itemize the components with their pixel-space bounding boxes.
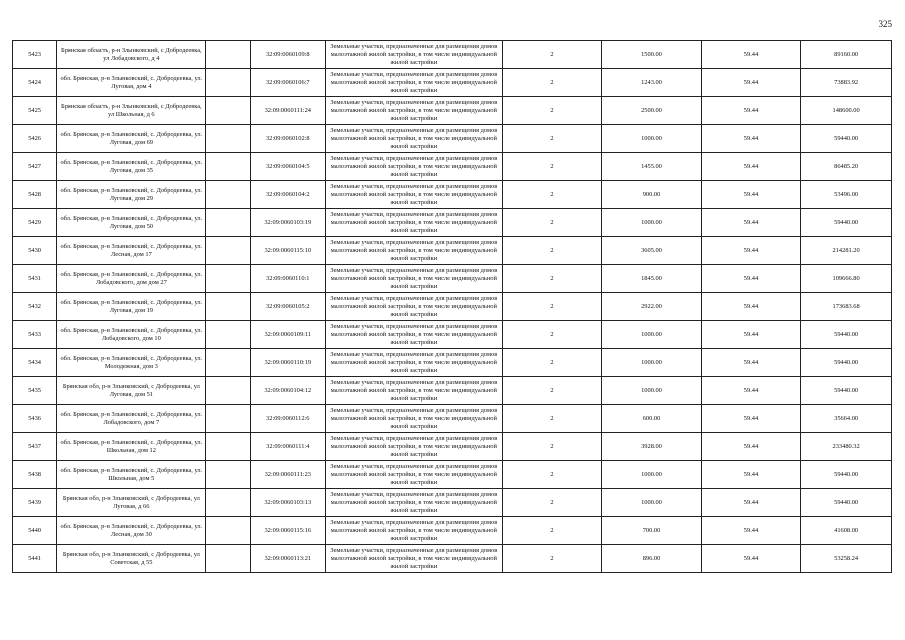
category-cell: 2	[502, 125, 602, 153]
total-value-cell: 59440.00	[801, 489, 892, 517]
rate-cell: 59.44	[701, 153, 801, 181]
category-cell: 2	[502, 69, 602, 97]
blank-cell	[206, 405, 250, 433]
blank-cell	[206, 209, 250, 237]
area-cell: 3605.00	[602, 237, 702, 265]
address-cell: обл. Брянская, р-н Злынковский, с. Добродеевка, ул. Луговая, дом 35	[57, 153, 206, 181]
category-cell: 2	[502, 237, 602, 265]
address-cell: Брянская обл, р-н Злынковский, с Добродеевка, ул Луговая, д 66	[57, 489, 206, 517]
area-cell: 2500.00	[602, 97, 702, 125]
address-cell: обл. Брянская, р-н Злынковский, с. Добродеевка, ул. Луговая, дом 69	[57, 125, 206, 153]
rate-cell: 59.44	[701, 97, 801, 125]
total-value-cell: 148600.00	[801, 97, 892, 125]
blank-cell	[206, 433, 250, 461]
row-number-cell: 5426	[13, 125, 57, 153]
category-cell: 2	[502, 433, 602, 461]
area-cell: 1455.00	[602, 153, 702, 181]
rate-cell: 59.44	[701, 545, 801, 573]
land-use-cell: Земельные участки, предназначенные для размещения домов малоэтажной жилой застройки, в том числе индивидуальной жилой застройки	[325, 349, 502, 377]
land-use-cell: Земельные участки, предназначенные для размещения домов малоэтажной жилой застройки, в том числе индивидуальной жилой застройки	[325, 153, 502, 181]
total-value-cell: 59440.00	[801, 209, 892, 237]
cadastral-number-cell: 32:09:0060103:19	[250, 209, 325, 237]
row-number-cell: 5423	[13, 41, 57, 69]
cadastral-number-cell: 32:09:0060111:4	[250, 433, 325, 461]
row-number-cell: 5439	[13, 489, 57, 517]
total-value-cell: 89160.00	[801, 41, 892, 69]
address-cell: обл. Брянская, р-н Злынковский, с. Добродеевка, ул. Луговая, дом 19	[57, 293, 206, 321]
row-number-cell: 5440	[13, 517, 57, 545]
address-cell: Брянская область, р-н Злынковский, с Добродеевка, ул Лобадовского, д 4	[57, 41, 206, 69]
area-cell: 900.00	[602, 181, 702, 209]
table-row	[13, 405, 892, 433]
rate-cell: 59.44	[701, 293, 801, 321]
row-number-cell: 5437	[13, 433, 57, 461]
address-cell: обл. Брянская, р-н Злынковский, с. Добродеевка, ул. Лесная, дом 30	[57, 517, 206, 545]
land-use-cell: Земельные участки, предназначенные для размещения домов малоэтажной жилой застройки, в том числе индивидуальной жилой застройки	[325, 125, 502, 153]
land-use-cell: Земельные участки, предназначенные для размещения домов малоэтажной жилой застройки, в том числе индивидуальной жилой застройки	[325, 321, 502, 349]
row-number-cell: 5430	[13, 237, 57, 265]
cadastral-number-cell: 32:09:0060110:1	[250, 265, 325, 293]
row-number-cell: 5435	[13, 377, 57, 405]
table-body	[13, 41, 892, 573]
address-cell: обл. Брянская, р-н Злынковский, с. Добродеевка, ул. Луговая, дом 50	[57, 209, 206, 237]
land-use-cell: Земельные участки, предназначенные для размещения домов малоэтажной жилой застройки, в том числе индивидуальной жилой застройки	[325, 517, 502, 545]
total-value-cell: 41608.00	[801, 517, 892, 545]
area-cell: 1000.00	[602, 321, 702, 349]
category-cell: 2	[502, 349, 602, 377]
blank-cell	[206, 125, 250, 153]
cadastral-number-cell: 32:09:0060109:11	[250, 321, 325, 349]
area-cell: 1000.00	[602, 489, 702, 517]
area-cell: 1500.00	[602, 41, 702, 69]
row-number-cell: 5425	[13, 97, 57, 125]
row-number-cell: 5431	[13, 265, 57, 293]
table-row	[13, 41, 892, 69]
rate-cell: 59.44	[701, 265, 801, 293]
rate-cell: 59.44	[701, 489, 801, 517]
category-cell: 2	[502, 321, 602, 349]
table-row	[13, 69, 892, 97]
rate-cell: 59.44	[701, 517, 801, 545]
table-row	[13, 237, 892, 265]
area-cell: 1000.00	[602, 125, 702, 153]
area-cell: 896.00	[602, 545, 702, 573]
blank-cell	[206, 349, 250, 377]
rate-cell: 59.44	[701, 461, 801, 489]
row-number-cell: 5432	[13, 293, 57, 321]
row-number-cell: 5441	[13, 545, 57, 573]
blank-cell	[206, 153, 250, 181]
table-row	[13, 153, 892, 181]
category-cell: 2	[502, 97, 602, 125]
blank-cell	[206, 545, 250, 573]
cadastral-number-cell: 32:09:0060103:13	[250, 489, 325, 517]
blank-cell	[206, 321, 250, 349]
blank-cell	[206, 181, 250, 209]
total-value-cell: 59440.00	[801, 377, 892, 405]
total-value-cell: 109666.80	[801, 265, 892, 293]
rate-cell: 59.44	[701, 433, 801, 461]
land-use-cell: Земельные участки, предназначенные для размещения домов малоэтажной жилой застройки, в том числе индивидуальной жилой застройки	[325, 69, 502, 97]
cadastral-number-cell: 32:09:0060115:16	[250, 517, 325, 545]
address-cell: обл. Брянская, р-н Злынковский, с. Добродеевка, ул. Молодежная, дом 3	[57, 349, 206, 377]
cadastral-number-cell: 32:09:0060115:10	[250, 237, 325, 265]
land-use-cell: Земельные участки, предназначенные для размещения домов малоэтажной жилой застройки, в том числе индивидуальной жилой застройки	[325, 97, 502, 125]
category-cell: 2	[502, 181, 602, 209]
table-row	[13, 461, 892, 489]
cadastral-number-cell: 32:09:0060111:24	[250, 97, 325, 125]
address-cell: обл. Брянская, р-н Злынковский, с. Добродеевка, ул. Лесная, дом 17	[57, 237, 206, 265]
cadastral-number-cell: 32:09:0060105:2	[250, 293, 325, 321]
rate-cell: 59.44	[701, 377, 801, 405]
category-cell: 2	[502, 377, 602, 405]
table-row	[13, 125, 892, 153]
table-row	[13, 377, 892, 405]
total-value-cell: 59440.00	[801, 321, 892, 349]
cadastral-number-cell: 32:09:0060104:12	[250, 377, 325, 405]
area-cell: 600.00	[602, 405, 702, 433]
land-use-cell: Земельные участки, предназначенные для размещения домов малоэтажной жилой застройки, в том числе индивидуальной жилой застройки	[325, 237, 502, 265]
total-value-cell: 53258.24	[801, 545, 892, 573]
total-value-cell: 53496.00	[801, 181, 892, 209]
land-use-cell: Земельные участки, предназначенные для размещения домов малоэтажной жилой застройки, в том числе индивидуальной жилой застройки	[325, 209, 502, 237]
total-value-cell: 59440.00	[801, 125, 892, 153]
rate-cell: 59.44	[701, 321, 801, 349]
total-value-cell: 59440.00	[801, 461, 892, 489]
blank-cell	[206, 69, 250, 97]
land-use-cell: Земельные участки, предназначенные для размещения домов малоэтажной жилой застройки, в том числе индивидуальной жилой застройки	[325, 41, 502, 69]
address-cell: Брянская обл, р-н Злынковский, с Добродеевка, ул Советская, д 55	[57, 545, 206, 573]
address-cell: обл. Брянская, р-н Злынковский, с. Добродеевка, ул. Лобадовского, дом 7	[57, 405, 206, 433]
page-number: 325	[878, 19, 892, 29]
total-value-cell: 59440.00	[801, 349, 892, 377]
total-value-cell: 214281.20	[801, 237, 892, 265]
cadastral-number-cell: 32:09:0060106:7	[250, 69, 325, 97]
cadastral-number-cell: 32:09:0060109:8	[250, 41, 325, 69]
land-use-cell: Земельные участки, предназначенные для размещения домов малоэтажной жилой застройки, в том числе индивидуальной жилой застройки	[325, 489, 502, 517]
table-row	[13, 517, 892, 545]
rate-cell: 59.44	[701, 181, 801, 209]
area-cell: 1845.00	[602, 265, 702, 293]
address-cell: обл. Брянская, р-н Злынковский, с. Добродеевка, ул. Школьная, дом 5	[57, 461, 206, 489]
total-value-cell: 173683.68	[801, 293, 892, 321]
cadastral-number-cell: 32:09:0060113:21	[250, 545, 325, 573]
row-number-cell: 5434	[13, 349, 57, 377]
row-number-cell: 5429	[13, 209, 57, 237]
address-cell: обл. Брянская, р-н Злынковский, с. Добродеевка, ул. Луговая, дом 4	[57, 69, 206, 97]
blank-cell	[206, 517, 250, 545]
land-use-cell: Земельные участки, предназначенные для размещения домов малоэтажной жилой застройки, в том числе индивидуальной жилой застройки	[325, 461, 502, 489]
row-number-cell: 5428	[13, 181, 57, 209]
category-cell: 2	[502, 209, 602, 237]
category-cell: 2	[502, 293, 602, 321]
table-row	[13, 181, 892, 209]
blank-cell	[206, 97, 250, 125]
blank-cell	[206, 461, 250, 489]
table-row	[13, 293, 892, 321]
rate-cell: 59.44	[701, 349, 801, 377]
blank-cell	[206, 237, 250, 265]
rate-cell: 59.44	[701, 405, 801, 433]
total-value-cell: 233480.32	[801, 433, 892, 461]
table-row	[13, 489, 892, 517]
rate-cell: 59.44	[701, 125, 801, 153]
cadastral-number-cell: 32:09:0060110:19	[250, 349, 325, 377]
rate-cell: 59.44	[701, 237, 801, 265]
total-value-cell: 86485.20	[801, 153, 892, 181]
address-cell: обл. Брянская, р-н Злынковский, с. Добродеевка, ул. Школьная, дом 12	[57, 433, 206, 461]
category-cell: 2	[502, 545, 602, 573]
land-register-table	[12, 40, 892, 573]
cadastral-number-cell: 32:09:0060111:23	[250, 461, 325, 489]
cadastral-number-cell: 32:09:0060104:5	[250, 153, 325, 181]
row-number-cell: 5438	[13, 461, 57, 489]
area-cell: 700.00	[602, 517, 702, 545]
area-cell: 1000.00	[602, 377, 702, 405]
area-cell: 2922.00	[602, 293, 702, 321]
category-cell: 2	[502, 517, 602, 545]
land-use-cell: Земельные участки, предназначенные для размещения домов малоэтажной жилой застройки, в том числе индивидуальной жилой застройки	[325, 405, 502, 433]
area-cell: 1000.00	[602, 461, 702, 489]
total-value-cell: 35664.00	[801, 405, 892, 433]
land-use-cell: Земельные участки, предназначенные для размещения домов малоэтажной жилой застройки, в том числе индивидуальной жилой застройки	[325, 545, 502, 573]
category-cell: 2	[502, 41, 602, 69]
row-number-cell: 5433	[13, 321, 57, 349]
category-cell: 2	[502, 461, 602, 489]
blank-cell	[206, 265, 250, 293]
blank-cell	[206, 41, 250, 69]
blank-cell	[206, 293, 250, 321]
table-row	[13, 545, 892, 573]
table-row	[13, 321, 892, 349]
table-row	[13, 433, 892, 461]
area-cell: 3928.00	[602, 433, 702, 461]
area-cell: 1243.00	[602, 69, 702, 97]
address-cell: обл. Брянская, р-н Злынковский, с. Добродеевка, ул. Луговая, дом 29	[57, 181, 206, 209]
land-use-cell: Земельные участки, предназначенные для размещения домов малоэтажной жилой застройки, в том числе индивидуальной жилой застройки	[325, 433, 502, 461]
blank-cell	[206, 489, 250, 517]
category-cell: 2	[502, 265, 602, 293]
category-cell: 2	[502, 405, 602, 433]
total-value-cell: 73883.92	[801, 69, 892, 97]
address-cell: Брянская область, р-н Злынковский, с Добродеевка, ул Школьная, д 6	[57, 97, 206, 125]
rate-cell: 59.44	[701, 41, 801, 69]
row-number-cell: 5436	[13, 405, 57, 433]
area-cell: 1000.00	[602, 209, 702, 237]
area-cell: 1000.00	[602, 349, 702, 377]
category-cell: 2	[502, 153, 602, 181]
land-use-cell: Земельные участки, предназначенные для размещения домов малоэтажной жилой застройки, в том числе индивидуальной жилой застройки	[325, 265, 502, 293]
table-row	[13, 97, 892, 125]
category-cell: 2	[502, 489, 602, 517]
table-row	[13, 209, 892, 237]
blank-cell	[206, 377, 250, 405]
row-number-cell: 5424	[13, 69, 57, 97]
land-use-cell: Земельные участки, предназначенные для размещения домов малоэтажной жилой застройки, в том числе индивидуальной жилой застройки	[325, 293, 502, 321]
address-cell: обл. Брянская, р-н Злынковский, с. Добродеевка, ул. Лобадовского, дом дом 27	[57, 265, 206, 293]
address-cell: обл. Брянская, р-н Злынковский, с. Добродеевка, ул. Лобадовского, дом 10	[57, 321, 206, 349]
cadastral-number-cell: 32:09:0060104:2	[250, 181, 325, 209]
cadastral-number-cell: 32:09:0060102:8	[250, 125, 325, 153]
table-row	[13, 265, 892, 293]
land-use-cell: Земельные участки, предназначенные для размещения домов малоэтажной жилой застройки, в том числе индивидуальной жилой застройки	[325, 181, 502, 209]
land-use-cell: Земельные участки, предназначенные для размещения домов малоэтажной жилой застройки, в том числе индивидуальной жилой застройки	[325, 377, 502, 405]
rate-cell: 59.44	[701, 69, 801, 97]
address-cell: Брянская обл, р-н Злынковский, с Добродеевка, ул Луговая, дом 51	[57, 377, 206, 405]
cadastral-number-cell: 32:09:0060112:6	[250, 405, 325, 433]
table-row	[13, 349, 892, 377]
row-number-cell: 5427	[13, 153, 57, 181]
rate-cell: 59.44	[701, 209, 801, 237]
